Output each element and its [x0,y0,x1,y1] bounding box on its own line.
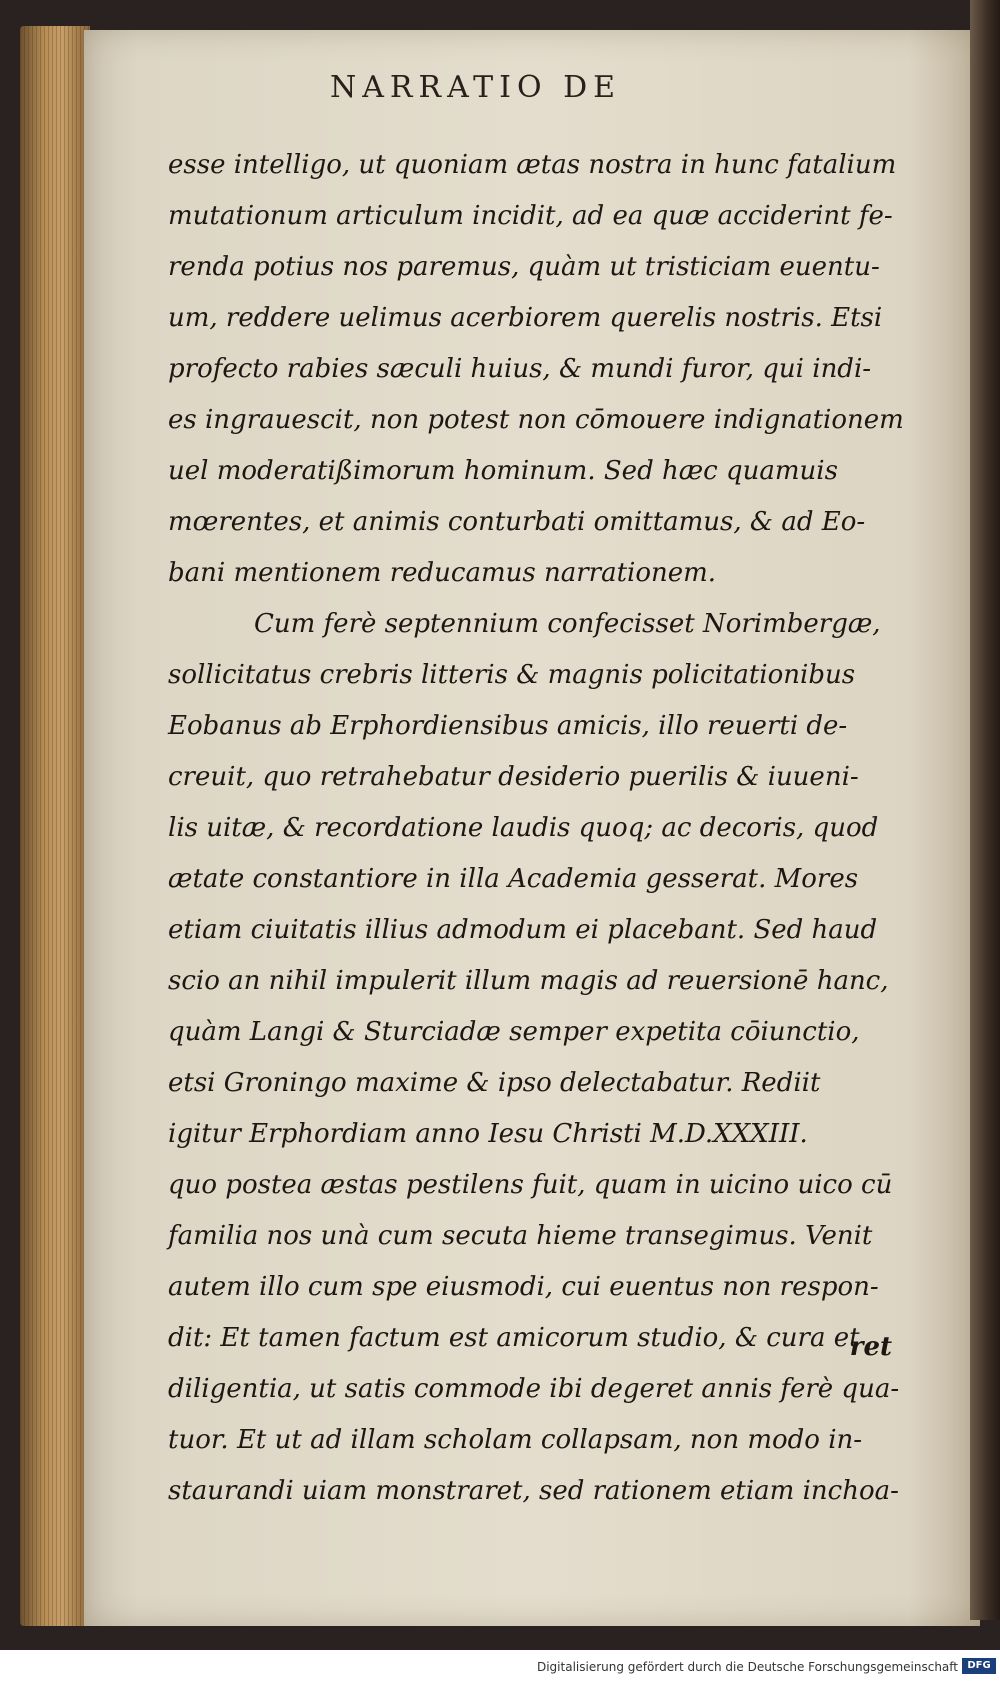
text-line: sollicitatus crebris litteris & magnis policitationibus [168,660,856,690]
text-line: uel moderatißimorum hominum. Sed hæc quamuis [168,456,838,486]
book-gutter [970,0,1000,1620]
text-line: autem illo cum spe eiusmodi, cui euentus non respon- [168,1272,879,1302]
text-line: es ingrauescit, non potest non cōmouere indignationem [168,405,904,435]
text-line: um, reddere uelimus acerbiorem querelis nostris. Etsi [168,303,883,333]
running-head: NARRATIO DE [330,70,622,105]
catchword: ret [849,1332,892,1362]
text-line: scio an nihil impulerit illum magis ad reuersionē hanc, [168,966,889,996]
text-line: creuit, quo retrahebatur desiderio puerilis & iuueni- [168,762,859,792]
text-line: etsi Groningo maxime & ipso delectabatur. Rediit [168,1068,821,1098]
text-line: renda potius nos paremus, quàm ut tristiciam euentu- [168,252,880,282]
text-line: esse intelligo, ut quoniam ætas nostra in hunc fatalium [168,150,897,180]
footer-bar [0,1650,1000,1684]
text-line: profecto rabies sæculi huius, & mundi furor, qui indi- [168,354,872,384]
text-line-paragraph-start: Cum ferè septennium confecisset Norimbergæ, [254,609,881,639]
text-line: diligentia, ut satis commode ibi degeret annis ferè qua- [168,1374,900,1404]
text-line: etiam ciuitatis illius admodum ei placebant. Sed haud [168,915,878,945]
text-line: dit: Et tamen factum est amicorum studio, & cura et [168,1323,860,1353]
body-text [168,140,938,1517]
text-line: tuor. Et ut ad illam scholam collapsam, non modo in- [168,1425,863,1455]
dfg-logo-icon: DFG [962,1658,996,1674]
text-line: lis uitæ, & recordatione laudis quoq; ac decoris, quod [168,813,879,843]
text-line: staurandi uiam monstraret, sed rationem etiam inchoa- [168,1476,899,1506]
text-line: bani mentionem reducamus narrationem. [168,558,717,588]
text-line: quo postea æstas pestilens fuit, quam in uicino uico cū [168,1170,893,1200]
text-line: familia nos unà cum secuta hieme transegimus. Venit [168,1221,873,1251]
text-line: mœrentes, et animis conturbati omittamus, & ad Eo- [168,507,866,537]
text-line: igitur Erphordiam anno Iesu Christi M.D.XXXIII. [168,1119,808,1149]
text-line: mutationum articulum incidit, ad ea quæ acciderint fe- [168,201,893,231]
text-line: quàm Langi & Sturciadæ semper expetita cōiunctio, [168,1017,860,1047]
text-line: Eobanus ab Erphordiensibus amicis, illo reuerti de- [168,711,848,741]
book-fore-edge [20,26,90,1626]
text-line: ætate constantiore in illa Academia gesserat. Mores [168,864,859,894]
funding-credit: Digitalisierung gefördert durch die Deutsche Forschungsgemeinschaft [536,1660,958,1674]
